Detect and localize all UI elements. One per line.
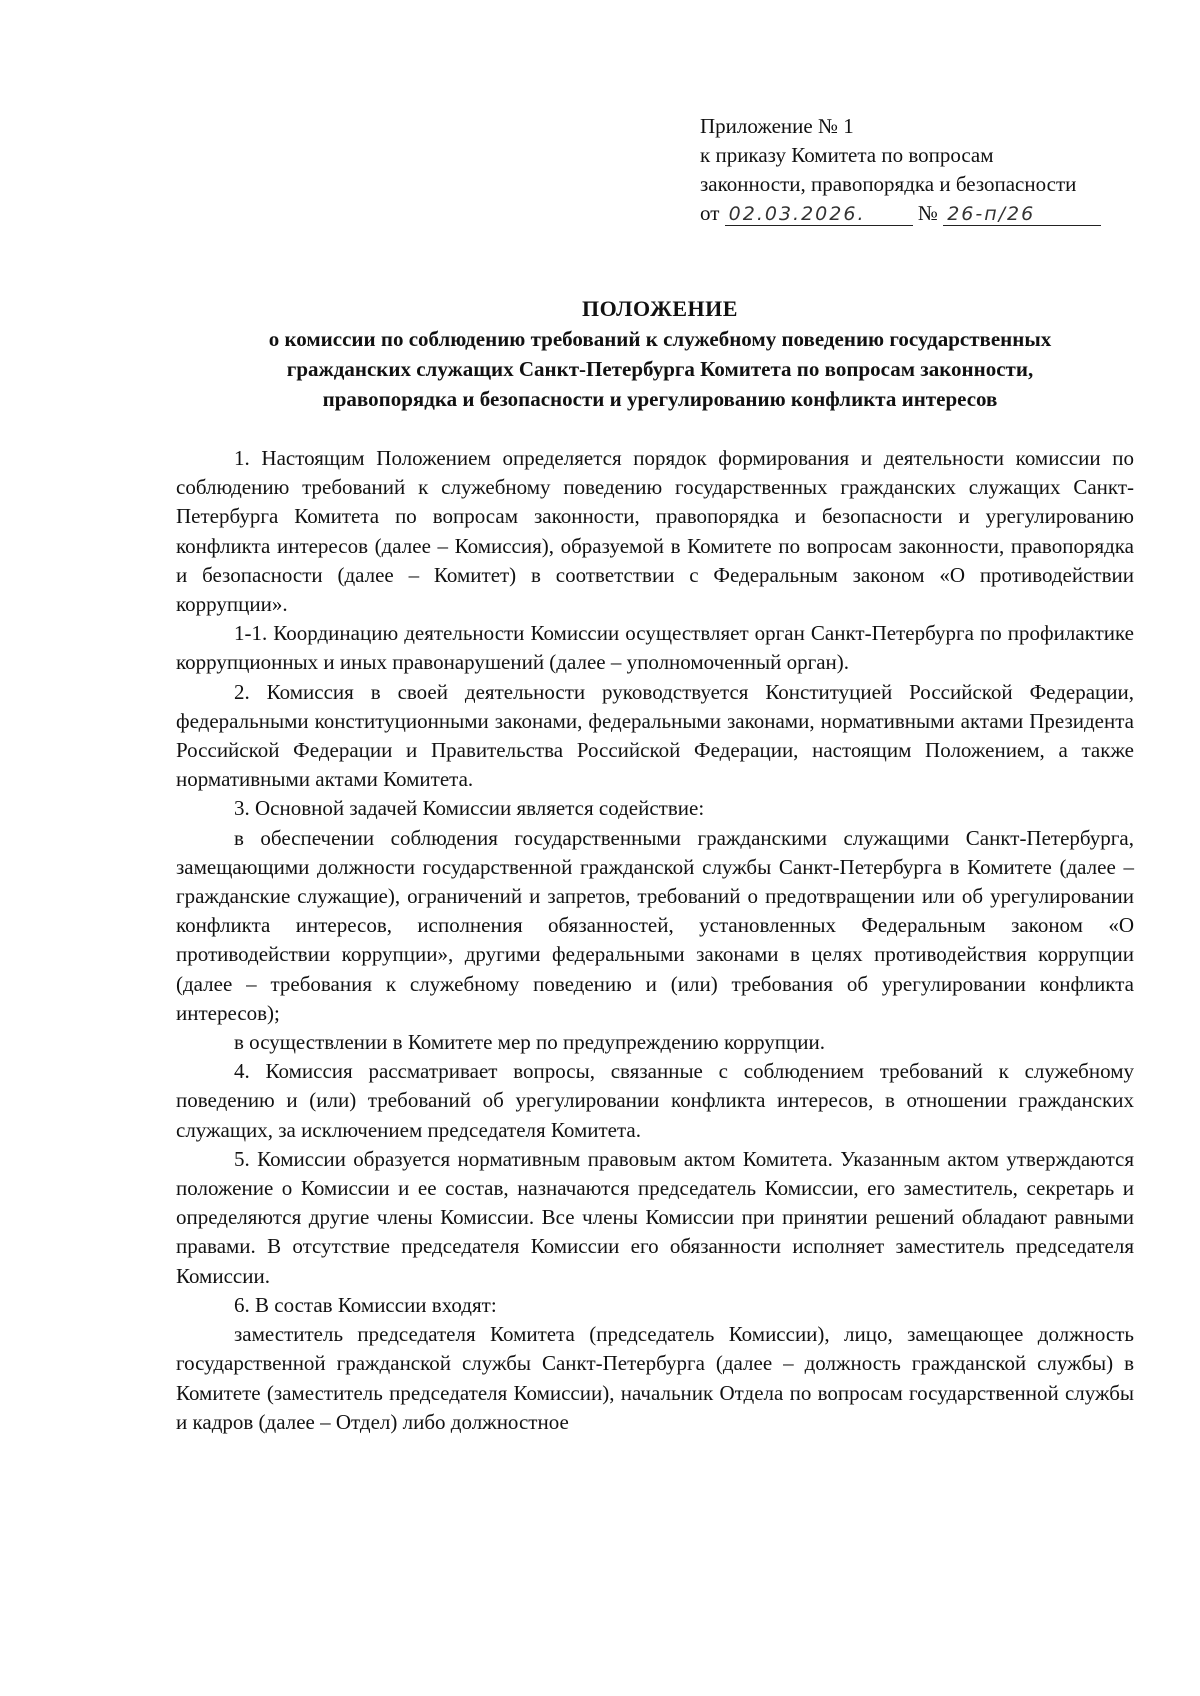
appendix-header (700, 112, 1140, 228)
appendix-order-line (700, 199, 1140, 228)
title-line-3: правопорядка и безопасности и урегулированию конфликта интересов (322, 387, 998, 411)
document-body (176, 444, 1134, 1437)
appendix-line-3: законности, правопорядка и безопасности (700, 172, 1077, 196)
paragraph-3-b: в осуществлении в Комитете мер по предупреждению коррупции. (234, 1030, 826, 1055)
paragraph-3-a: в обеспечении соблюдения государственными гражданскими служащими Санкт-Петербурга, замещающими должности государственной гражданской службы Санкт-Петербурга в Комитете (далее – гражданские служащие), ограничений и запретов, требований о предотвращении или об урегулировании конфликта интересов, исполнения обязанностей, установленных Федеральным законом «О противодействии коррупции», другими федеральными законами в целях противодействия коррупции (далее – требования к служебному поведению и (или) требования об урегулировании конфликта интересов); (176, 825, 1134, 1025)
paragraph-5: 5. Комиссии образуется нормативным правовым актом Комитета. Указанным актом утверждаются положение о Комиссии и ее состав, назначаются председатель Комиссии, его заместитель, секретарь и определяются другие члены Комиссии. Все члены Комиссии при принятии решений обладают равными правами. В отсутствие председателя Комиссии его обязанности исполняет заместитель председателя Комиссии. (176, 1146, 1134, 1288)
paragraph-1-1: 1-1. Координацию деятельности Комиссии осуществляет орган Санкт-Петербурга по профилактике коррупционных и иных правонарушений (далее – уполномоченный орган). (176, 621, 1134, 675)
from-label: от (700, 201, 720, 225)
title-line-2: гражданских служащих Санкт-Петербурга Комитета по вопросам законности, (286, 357, 1034, 381)
paragraph-3: 3. Основной задачей Комиссии является содействие: (234, 796, 705, 821)
paragraph-6: 6. В состав Комиссии входят: (234, 1292, 497, 1317)
title-main: ПОЛОЖЕНИЕ (582, 296, 738, 321)
number-label: № (917, 201, 938, 225)
paragraph-2: 2. Комиссия в своей деятельности руководствуется Конституцией Российской Федерации, федеральными конституционными законами, федеральными законами, нормативными актами Президента Российской Федерации и Правительства Российской Федерации, настоящим Положением, а также нормативными актами Комитета. (176, 679, 1134, 792)
paragraph-6-a: заместитель председателя Комитета (председатель Комиссии), лицо, замещающее должность государственной гражданской службы Санкт-Петербурга (далее – должность гражданской службы) в Комитете (заместитель председателя Комиссии), начальник Отдела по вопросам государственной службы и кадров (далее – Отдел) либо должностное (176, 1322, 1134, 1434)
handwritten-date: 02.03.2026. (725, 203, 913, 226)
paragraph-1: 1. Настоящим Положением определяется порядок формирования и деятельности комиссии по соблюдению требований к служебному поведению государственных гражданских служащих Санкт-Петербурга Комитета по вопросам законности, правопорядка и безопасности и урегулированию конфликта интересов (далее – Комиссия), образуемой в Комитете по вопросам законности, правопорядка и безопасности (далее – Комитет) в соответствии с Федеральным законом «О противодействии коррупции». (176, 446, 1134, 617)
title-line-1: о комиссии по соблюдению требований к служебному поведению государственных (268, 327, 1052, 351)
appendix-line-1: Приложение № 1 (700, 114, 854, 138)
document-title (180, 294, 1140, 414)
paragraph-4: 4. Комиссия рассматривает вопросы, связанные с соблюдением требований к служебному поведению и (или) требований об урегулировании конфликта интересов, в отношении гражданских служащих, за исключением председателя Комитета. (176, 1059, 1134, 1142)
appendix-line-2: к приказу Комитета по вопросам (700, 143, 994, 167)
handwritten-number: 26-п/26 (943, 203, 1101, 226)
